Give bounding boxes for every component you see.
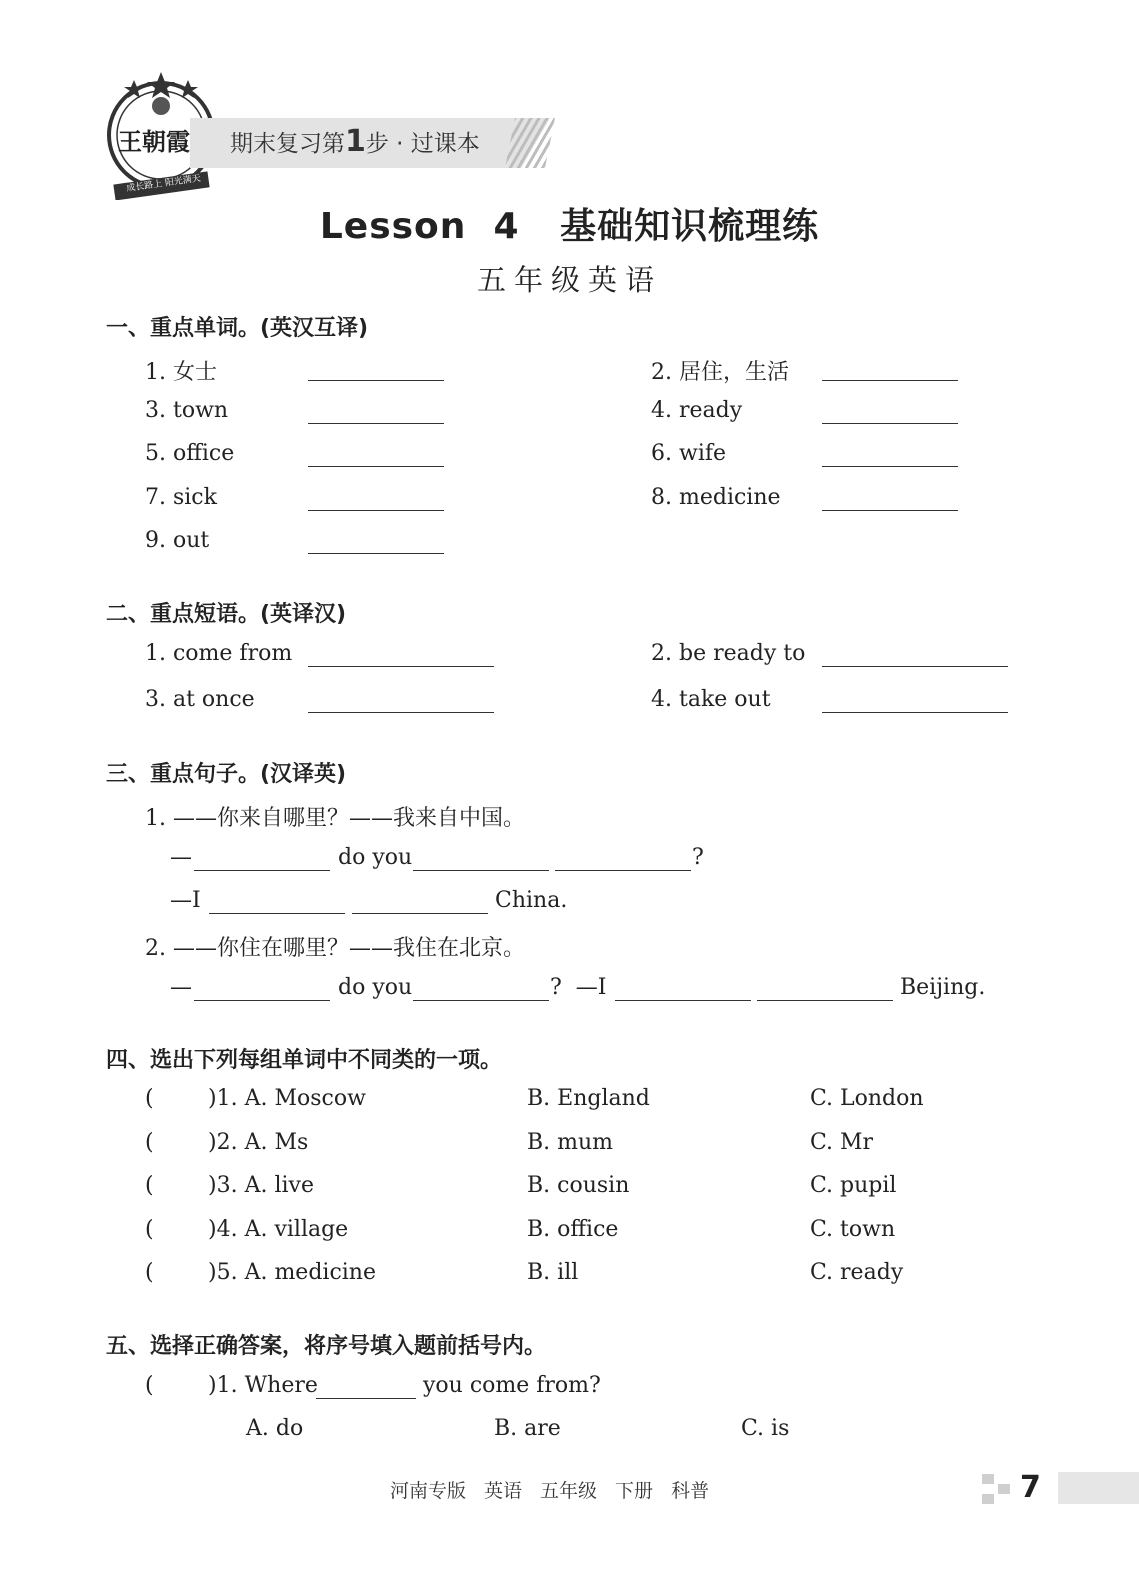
answer-line[interactable] (822, 510, 958, 511)
option-b: B. cousin (527, 1173, 630, 1198)
answer-paren[interactable]: ( (145, 1173, 154, 1198)
sentence-question: 2. ——你住在哪里？——我住在北京。 (145, 936, 525, 961)
sentence-fragment: Beijing. (900, 975, 986, 1000)
answer-line[interactable] (555, 870, 691, 871)
footer-info: 河南专版 英语 五年级 下册 科普 (390, 1480, 710, 1502)
option-b: B. ill (527, 1260, 579, 1285)
answer-line[interactable] (757, 1000, 893, 1001)
option-c: C. is (741, 1416, 790, 1441)
word-item: 8. medicine (651, 485, 781, 510)
page-number: 7 (1020, 1470, 1041, 1505)
sentence-fragment: do you (338, 975, 413, 1000)
option-a: )5. A. medicine (208, 1260, 376, 1285)
dash: — (170, 975, 192, 1000)
answer-line[interactable] (822, 666, 1008, 667)
answer-line[interactable] (413, 1000, 549, 1001)
answer-paren[interactable]: ( (145, 1260, 154, 1285)
word-item: 7. sick (145, 485, 217, 510)
decor-square (982, 1474, 994, 1484)
question-text: you come from? (423, 1373, 601, 1398)
phrase-item: 1. come from (145, 641, 293, 666)
decor-square (998, 1484, 1010, 1494)
answer-line[interactable] (209, 913, 345, 914)
answer-paren[interactable]: ( (145, 1086, 154, 1111)
word-item: 5. office (145, 441, 235, 466)
answer-line[interactable] (615, 1000, 751, 1001)
answer-line[interactable] (822, 423, 958, 424)
word-item: 3. town (145, 398, 229, 423)
option-a: )3. A. live (208, 1173, 314, 1198)
answer-line[interactable] (316, 1398, 416, 1399)
option-c: C. pupil (810, 1173, 897, 1198)
word-item: 4. ready (651, 398, 743, 423)
answer-line[interactable] (822, 380, 958, 381)
section-3-heading: 三、重点句子。(汉译英) (106, 762, 347, 787)
sentence-fragment: —I (170, 888, 201, 913)
word-item: 9. out (145, 528, 210, 553)
option-b: B. mum (527, 1130, 614, 1155)
answer-paren[interactable]: ( (145, 1130, 154, 1155)
logo-slogan: 成长路上 阳光满天 (125, 173, 202, 195)
header-banner-text: 期末复习第1步 · 过课本 (230, 124, 480, 159)
option-a: A. do (246, 1416, 304, 1441)
option-b: B. are (494, 1416, 561, 1441)
word-item: 6. wife (651, 441, 727, 466)
answer-line[interactable] (413, 870, 549, 871)
answer-line[interactable] (308, 380, 444, 381)
word-item: 1. 女士 (145, 360, 217, 385)
option-c: C. ready (810, 1260, 904, 1285)
section-1-heading: 一、重点单词。(英汉互译) (106, 316, 369, 341)
option-a: )1. A. Moscow (208, 1086, 366, 1111)
answer-paren[interactable]: ( (145, 1217, 154, 1242)
logo-text: 王朝霞 (118, 128, 190, 156)
option-c: C. town (810, 1217, 896, 1242)
dash: — (170, 845, 192, 870)
answer-line[interactable] (822, 466, 958, 467)
answer-line[interactable] (308, 666, 494, 667)
option-a: )2. A. Ms (208, 1130, 309, 1155)
section-4-heading: 四、选出下列每组单词中不同类的一项。 (106, 1048, 503, 1073)
option-c: C. London (810, 1086, 924, 1111)
section-2-heading: 二、重点短语。(英译汉) (106, 602, 347, 627)
option-b: B. office (527, 1217, 619, 1242)
answer-line[interactable] (308, 466, 444, 467)
option-c: C. Mr (810, 1130, 874, 1155)
sentence-fragment: China. (495, 888, 568, 913)
question-text: )1. Where (208, 1373, 318, 1398)
page-bar (1058, 1472, 1139, 1504)
answer-line[interactable] (194, 870, 330, 871)
answer-line[interactable] (308, 712, 494, 713)
answer-line[interactable] (308, 510, 444, 511)
answer-line[interactable] (308, 423, 444, 424)
answer-line[interactable] (352, 913, 488, 914)
sentence-fragment: ? (692, 845, 704, 870)
answer-line[interactable] (822, 712, 1008, 713)
phrase-item: 2. be ready to (651, 641, 806, 666)
answer-paren[interactable]: ( (145, 1373, 154, 1398)
section-5-heading: 五、选择正确答案，将序号填入题前括号内。 (106, 1334, 547, 1359)
phrase-item: 4. take out (651, 687, 771, 712)
sentence-fragment: ? —I (550, 975, 607, 1000)
page-subtitle: 五年级英语 (476, 263, 662, 297)
answer-line[interactable] (308, 553, 444, 554)
option-b: B. England (527, 1086, 650, 1111)
phrase-item: 3. at once (145, 687, 255, 712)
decor-square (982, 1494, 994, 1504)
option-a: )4. A. village (208, 1217, 349, 1242)
sentence-question: 1. ——你来自哪里？——我来自中国。 (145, 806, 525, 831)
sentence-fragment: do you (338, 845, 413, 870)
answer-line[interactable] (194, 1000, 330, 1001)
word-item: 2. 居住，生活 (651, 360, 789, 385)
page-title: Lesson 4 基础知识梳理练 (319, 206, 820, 247)
